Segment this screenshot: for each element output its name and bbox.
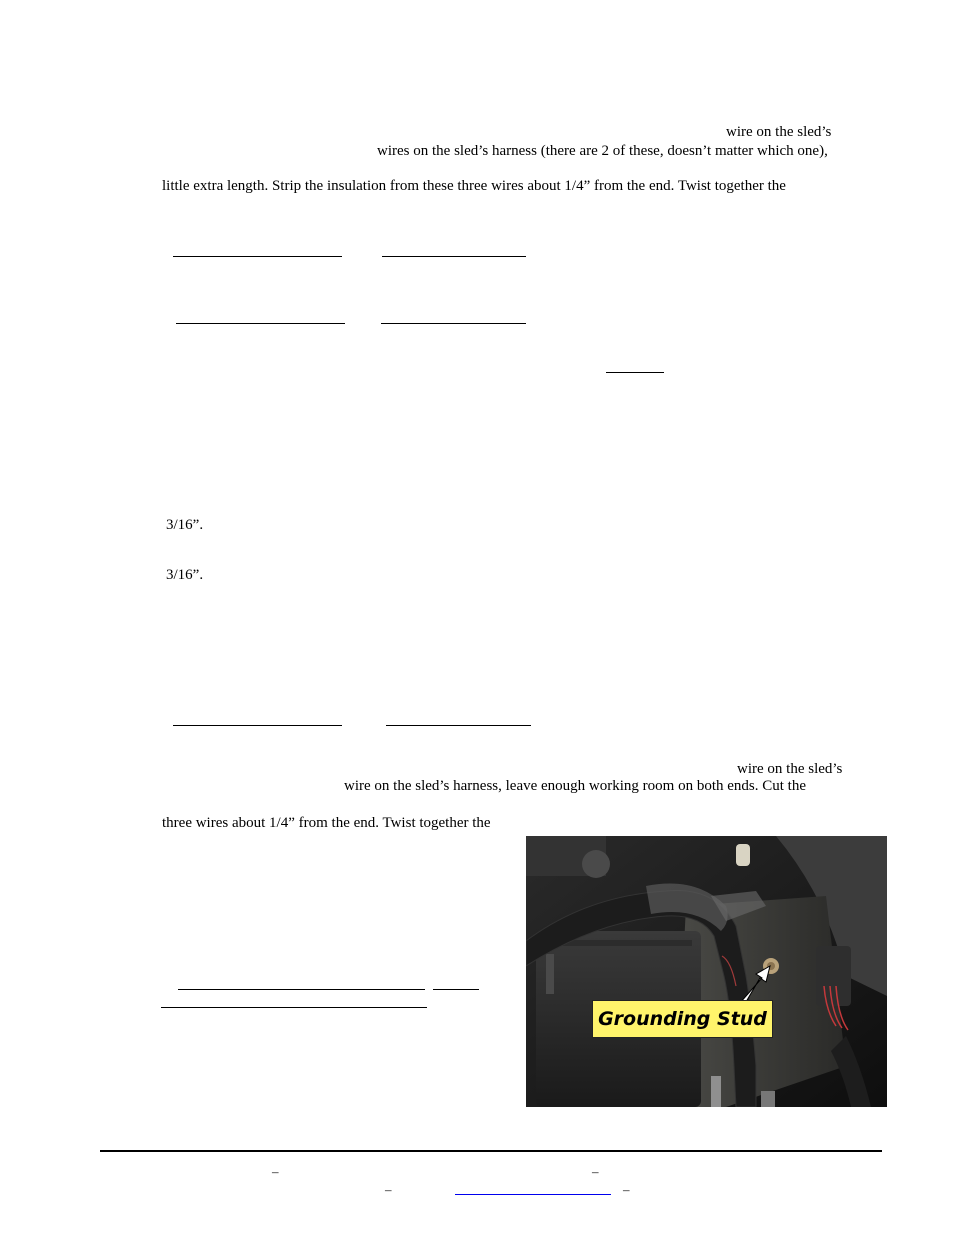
- text-line-8: three wires about 1/4” from the end. Twist together the: [162, 815, 491, 831]
- blank-underline: [173, 256, 342, 257]
- blank-underline: [382, 256, 526, 257]
- text-line-6: wire on the sled’s: [737, 761, 843, 777]
- footer-dash: –: [592, 1164, 599, 1179]
- footer-divider: [100, 1150, 882, 1152]
- footer-link-underline[interactable]: [455, 1194, 611, 1195]
- text-line-2: wires on the sled’s harness (there are 2 of these, doesn’t matter which one),: [377, 143, 828, 159]
- footer-dash: –: [385, 1182, 392, 1197]
- footer-dash: –: [623, 1182, 630, 1197]
- blank-underline: [386, 725, 531, 726]
- text-line-7: wire on the sled’s harness, leave enough working room on both ends. Cut the: [344, 778, 806, 794]
- blank-underline: [178, 989, 425, 990]
- grounding-stud-photo: [526, 836, 887, 1107]
- blank-underline: [433, 989, 479, 990]
- photo-illustration: [526, 836, 887, 1107]
- text-line-1: wire on the sled’s: [726, 124, 832, 140]
- blank-underline: [606, 372, 664, 373]
- footer-dash: –: [272, 1164, 279, 1179]
- text-line-4: 3/16”.: [166, 517, 204, 533]
- blank-underline: [173, 725, 342, 726]
- blank-underline: [161, 1007, 427, 1008]
- grounding-stud-label: Grounding Stud: [592, 1000, 773, 1038]
- blank-underline: [176, 323, 345, 324]
- text-line-3: little extra length. Strip the insulation from these three wires about 1/4” from the end. Twist together the: [162, 178, 786, 194]
- text-line-5: 3/16”.: [166, 567, 204, 583]
- blank-underline: [381, 323, 526, 324]
